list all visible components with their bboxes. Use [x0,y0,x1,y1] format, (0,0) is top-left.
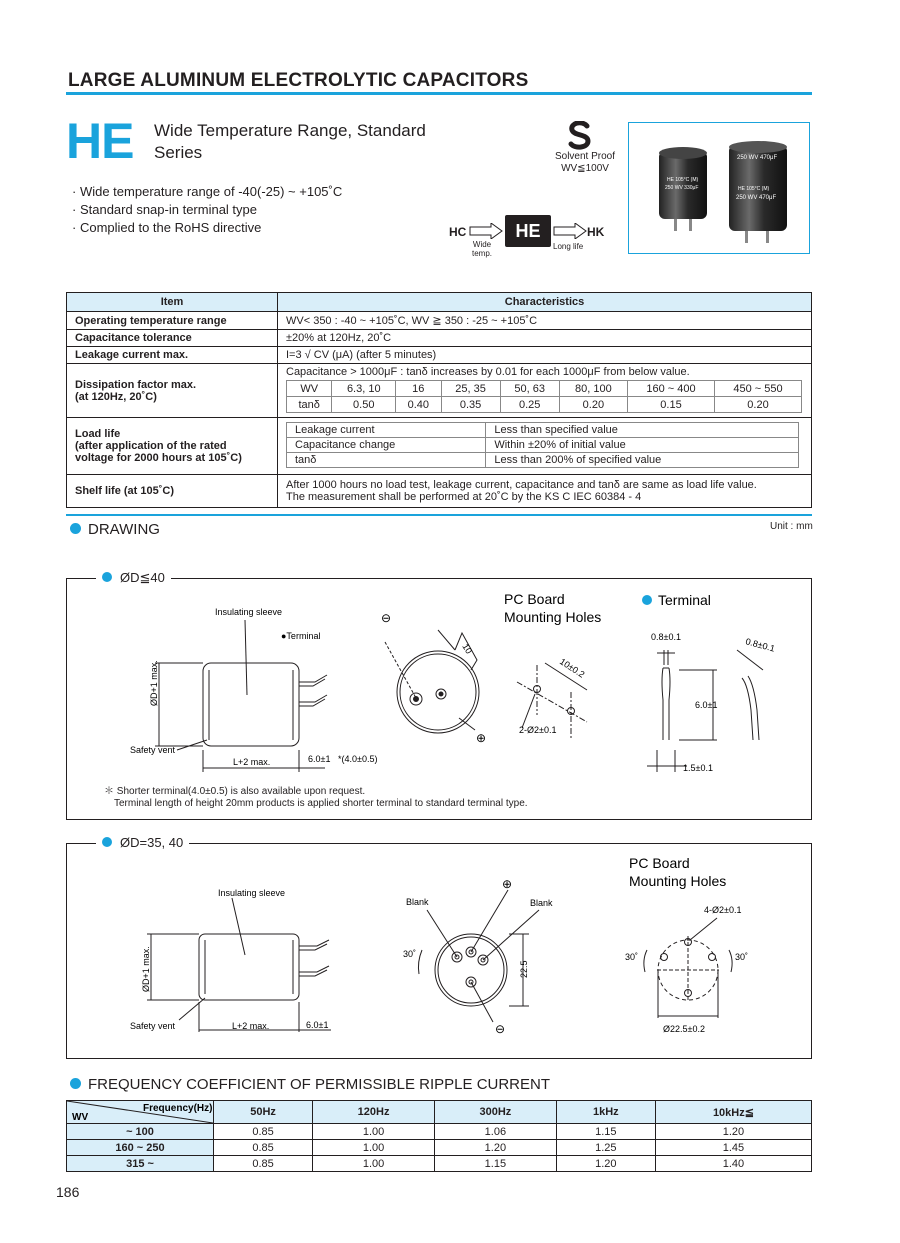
pc-dia-label: Ø22.5±0.2 [663,1024,705,1034]
pc-title-2: Mounting Holes [504,609,602,625]
dim-22-label: 22.5 [519,960,529,978]
df-table [286,380,802,413]
df-wv-row [287,381,802,397]
pc-title-2-1: PC Board [629,855,690,871]
freq-cell: 0.85 [214,1124,313,1140]
flow-hk: HK [587,225,605,239]
dim-d-label-2: ØD+1 max. [141,946,151,992]
solvent-proof-line1: Solvent Proof [554,151,616,162]
frequency-heading [70,1076,550,1093]
minus-icon: ⊖ [381,611,392,625]
dim-t-label-2: 6.0±1 [306,1020,329,1030]
frequency-corner [67,1101,214,1124]
item-load-life [67,418,278,475]
table-row [67,418,812,475]
bullet-icon [102,837,112,847]
freq-cell: 1.20 [655,1124,811,1140]
freq-cell: 0.85 [214,1156,313,1172]
feature-list [72,183,342,237]
dim-l-label-2: L+2 max. [232,1021,270,1031]
bullet-icon [102,572,112,582]
df-wv-cell: 25, 35 [441,381,500,397]
pc-angle-left: 30˚ [625,952,639,962]
feature-item: · Complied to the RoHS directive [72,219,342,237]
df-tan-cell: 0.25 [500,397,559,413]
corner-diagonal-icon [67,1101,213,1123]
freq-cell: 1.00 [313,1140,435,1156]
freq-wv-cell: 315 ~ [67,1156,214,1172]
value-shelf [278,475,812,508]
load-row [287,453,799,468]
cap1-label-1: HE 105°C (M) [667,177,699,183]
note-line2: Terminal length of height 20mm products is applied shorter terminal to standard terminal type. [114,798,528,809]
table-row [67,347,812,364]
cap2-label-3: 250 WV 470μF [736,195,777,201]
drawing-2-svg [67,850,811,1055]
shelf-line2: The measurement shall be performed at 20˚C by the KS C IEC 60384 - 4 [286,491,642,503]
pc-title-1: PC Board [504,591,565,607]
item-shelf: Shelf life (at 105˚C) [67,475,278,508]
capacitor-photo-icon [629,123,809,253]
df-note: Capacitance > 1000μF : tanδ increases by 0.01 for each 1000μF from below value. [286,366,690,378]
drawing-heading-text: DRAWING [88,521,160,538]
page-title: LARGE ALUMINUM ELECTROLYTIC CAPACITORS [68,70,529,91]
flow-hc: HC [449,225,467,239]
unit-text: Unit : mm [770,521,813,532]
drawing-note [104,786,528,810]
item-load-line3: voltage for 2000 hours at 105˚C) [75,452,242,464]
freq-cell: 1.06 [434,1124,556,1140]
product-photo [628,122,810,254]
box2-label [96,835,189,850]
angle-label: 30˚ [403,949,417,959]
bullet-icon [70,523,81,534]
terminal-label: ●Terminal [281,631,321,641]
value-leakage: I=3 √ CV (μA) (after 5 minutes) [278,347,812,364]
series-name [154,120,474,164]
load-row [287,438,799,453]
table-row [67,330,812,347]
solvent-proof-text [550,151,620,175]
term-width-2: 0.8±0.1 [744,636,777,654]
table-row [67,1156,812,1172]
df-wv-cell: 450 ~ 550 [714,381,801,397]
freq-cell: 1.40 [655,1156,811,1172]
solvent-proof-line2: WV≦100V [561,163,609,174]
df-wv-cell: 6.3, 10 [332,381,396,397]
cap1-label-2: 250 WV 330μF [665,185,699,191]
freq-col-header: 50Hz [214,1101,313,1124]
cap2-label-1: 250 WV 470μF [737,155,778,161]
df-wv-cell: 80, 100 [559,381,627,397]
freq-cell: 1.45 [655,1140,811,1156]
item-op-temp: Operating temperature range [67,312,278,330]
pc-holes-label-2: 4-Ø2±0.1 [704,905,742,915]
load-value: Less than 200% of specified value [486,453,799,468]
df-tan-row [287,397,802,413]
pc-title-2-2: Mounting Holes [629,873,727,889]
df-wv-cell: 50, 63 [500,381,559,397]
freq-col-header: 10kHz≦ [655,1101,811,1124]
box2-label-text: ØD=35, 40 [120,835,184,850]
frequency-table [66,1100,812,1172]
df-wv-label: WV [287,381,332,397]
freq-cell: 1.20 [434,1140,556,1156]
value-df [278,364,812,418]
freq-wv-cell: 160 ~ 250 [67,1140,214,1156]
solvent-proof-icon [566,121,594,151]
table-row [67,1140,812,1156]
minus-icon: ⊖ [495,1022,506,1036]
df-tan-cell: 0.40 [396,397,441,413]
bullet-icon [642,595,652,605]
safety-vent-label: Safety vent [130,745,176,755]
freq-cell: 1.15 [434,1156,556,1172]
dim-10-label: 10 [460,641,475,656]
corner-bottom-label: WV [72,1112,89,1123]
freq-cell: 1.00 [313,1124,435,1140]
bullet-icon [70,1078,81,1089]
drawing-heading [70,521,160,538]
insulating-sleeve-label-2: Insulating sleeve [218,888,286,898]
cap2-label-2: HE 105°C (M) [738,186,770,192]
item-load-line2: (after application of the rated [75,440,227,452]
arrow-right-icon [553,223,587,239]
df-wv-cell: 16 [396,381,441,397]
series-name-line1: Wide Temperature Range, Standard [154,121,426,140]
terminal-title: Terminal [658,592,711,608]
freq-cell: 1.15 [556,1124,655,1140]
df-tan-cell: 0.20 [559,397,627,413]
value-load-life [278,418,812,475]
load-value: Less than specified value [486,423,799,438]
characteristics-header: Characteristics [278,293,812,312]
df-tan-cell: 0.50 [332,397,396,413]
note-line1: ＊ Shorter terminal(4.0±0.5) is also available upon request. [104,786,366,797]
shelf-line1: After 1000 hours no load test, leakage current, capacitance and tanδ are same as load life value. [286,479,757,491]
freq-cell: 1.25 [556,1140,655,1156]
load-param: tanδ [287,453,486,468]
flow-long-note: Long life [553,242,584,251]
item-header: Item [67,293,278,312]
insulating-sleeve-label: Insulating sleeve [215,607,283,617]
flow-wide-note-1: Wide [472,240,492,249]
plus-icon: ⊕ [476,731,487,745]
blank-left-label: Blank [406,897,429,907]
flow-wide-note [472,240,492,258]
feature-item: · Standard snap-in terminal type [72,201,342,219]
frequency-header-row [67,1101,812,1124]
df-tan-cell: 0.20 [714,397,801,413]
safety-vent-label-2: Safety vent [130,1021,176,1031]
df-tan-cell: 0.15 [628,397,715,413]
df-wv-cell: 160 ~ 400 [628,381,715,397]
dim-d-label: ØD+1 max. [149,660,159,706]
page-number: 186 [56,1184,80,1200]
table-row [67,1124,812,1140]
pc-dim-label: 10±0.2 [557,656,587,680]
table-row [67,364,812,418]
df-tan-cell: 0.35 [441,397,500,413]
pc-holes-label: 2-Ø2±0.1 [519,725,557,735]
freq-cell: 0.85 [214,1140,313,1156]
load-value: Within ±20% of initial value [486,438,799,453]
dim-l-label: L+2 max. [233,757,271,767]
item-df [67,364,278,418]
pc-angle-right: 30˚ [735,952,749,962]
arrow-right-icon [469,223,503,239]
corner-top-label: Frequency(Hz) [143,1103,213,1114]
frequency-heading-text: FREQUENCY COEFFICIENT OF PERMISSIBLE RIPPLE CURRENT [88,1076,551,1093]
header-rule [66,92,812,95]
section-rule [66,514,812,516]
item-leakage: Leakage current max. [67,347,278,364]
item-cap-tol: Capacitance tolerance [67,330,278,347]
freq-cell: 1.00 [313,1156,435,1172]
table-row [67,312,812,330]
item-df-line1: Dissipation factor max. [75,378,197,391]
blank-right-label: Blank [530,898,553,908]
series-code: HE [66,113,134,169]
series-name-line2: Series [154,143,203,162]
term-base: 1.5±0.1 [683,763,713,773]
value-cap-tol: ±20% at 120Hz, 20˚C [278,330,812,347]
load-param: Leakage current [287,423,486,438]
load-row [287,423,799,438]
dim-t-star: *(4.0±0.5) [338,754,378,764]
load-life-table [286,422,799,468]
plus-icon: ⊕ [502,877,513,891]
freq-col-header: 120Hz [313,1101,435,1124]
freq-col-header: 1kHz [556,1101,655,1124]
value-op-temp: WV< 350 : -40 ~ +105˚C, WV ≧ 350 : -25 ~ +105˚C [278,312,812,330]
freq-wv-cell: ~ 100 [67,1124,214,1140]
item-df-line2: (at 120Hz, 20˚C) [75,390,157,403]
feature-item: · Wide temperature range of -40(-25) ~ +105˚C [72,183,342,201]
box1-label-text: ØD≦40 [120,570,165,585]
df-tan-label: tanδ [287,397,332,413]
box1-label [96,570,171,586]
characteristics-table [66,292,812,508]
load-param: Capacitance change [287,438,486,453]
dim-t-label: 6.0±1 [308,754,331,764]
flow-he: HE [505,215,551,247]
term-width-1: 0.8±0.1 [651,632,681,642]
flow-wide-note-2: temp. [472,249,493,258]
term-height: 6.0±1 [695,700,718,710]
table-row [67,475,812,508]
drawing-1-svg [67,590,811,785]
freq-cell: 1.20 [556,1156,655,1172]
freq-col-header: 300Hz [434,1101,556,1124]
item-load-line1: Load life [75,428,121,440]
